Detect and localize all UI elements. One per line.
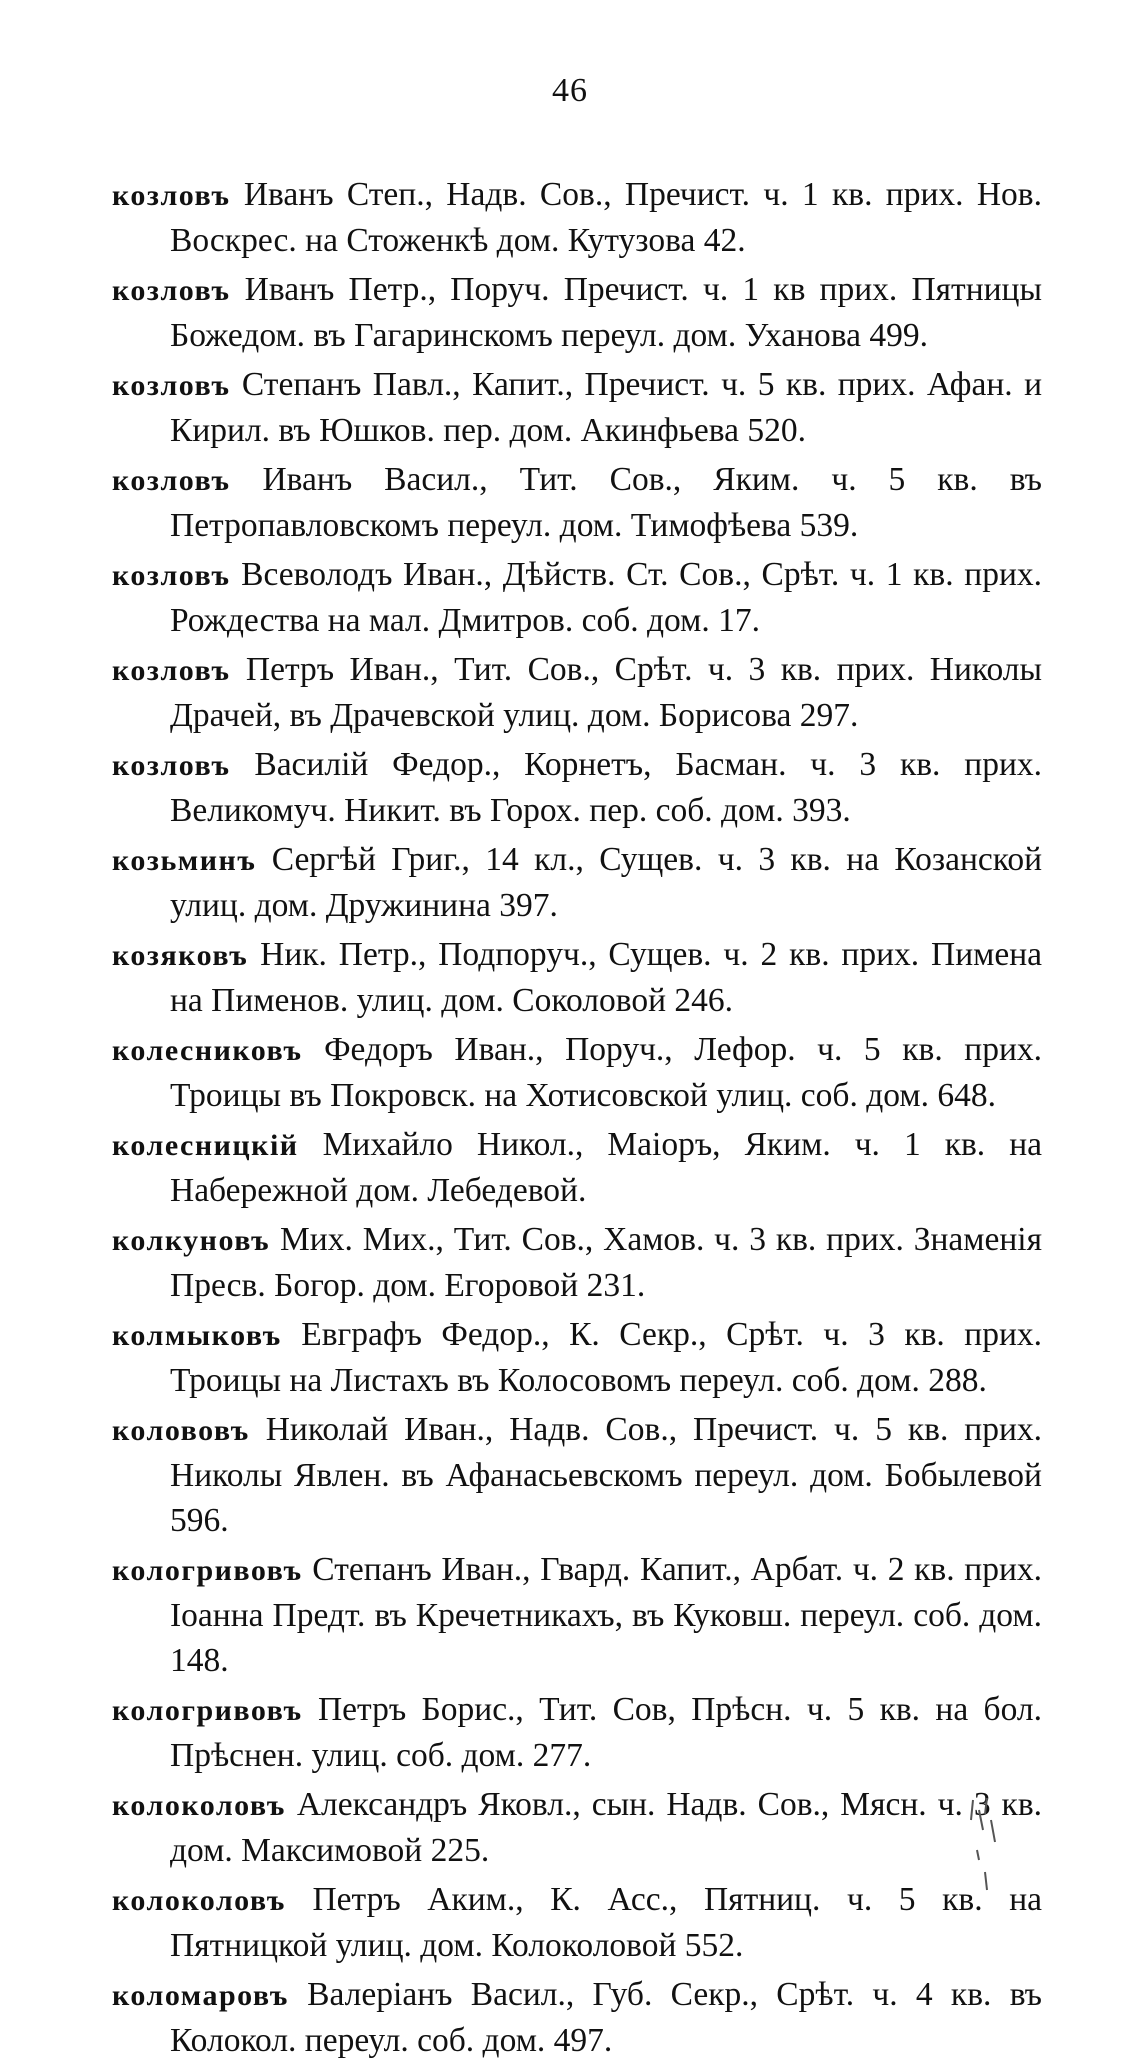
directory-entry <box>112 1547 1042 1683</box>
directory-entry <box>112 932 1042 1023</box>
entry-details: Александръ Яковл., сын. Надв. Сов., Мясн. ч. 3 кв. дом. Максимовой 225. <box>170 1786 1043 1869</box>
entry-details: Ник. Петр., Подпоруч., Сущев. ч. 2 кв. прих. Пимена на Пименов. улиц. дом. Соколовой 246. <box>170 936 1042 1019</box>
directory-entry <box>112 267 1042 358</box>
directory-entry <box>112 837 1042 928</box>
directory-entry <box>112 172 1042 263</box>
directory-entry <box>112 457 1042 548</box>
entry-details: Петръ Иван., Тит. Сов., Срѣт. ч. 3 кв. прих. Николы Драчей, въ Драчевской улиц. дом. Борисова 297. <box>170 651 1042 734</box>
directory-entry <box>112 1312 1042 1403</box>
entry-details: Всеволодъ Иван., Дѣйств. Ст. Сов., Срѣт. ч. 1 кв. прих. Рождества на мал. Дмитров. соб. дом. 17. <box>170 556 1043 639</box>
entry-details: Иванъ Степ., Надв. Сов., Пречист. ч. 1 кв. прих. Нов. Воскрес. на Стоженкѣ дом. Кутузова 42. <box>170 176 1042 259</box>
entry-surname: колмыковъ <box>112 1319 282 1352</box>
directory-entry <box>112 1782 1042 1873</box>
entry-details: Степанъ Иван., Гвард. Капит., Арбат. ч. 2 кв. прих. Іоанна Предт. въ Кречетникахъ, въ Куковш. переул. соб. дом. 148. <box>170 1551 1042 1679</box>
directory-entry <box>112 742 1042 833</box>
entry-details: Иванъ Петр., Поруч. Пречист. ч. 1 кв прих. Пятницы Божедом. въ Гагаринскомъ переул. дом. Уханова 499. <box>170 271 1042 354</box>
entry-surname: козловъ <box>112 749 231 782</box>
entry-details: Степанъ Павл., Капит., Пречист. ч. 5 кв. прих. Афан. и Кирил. въ Юшков. пер. дом. Акинфьева 520. <box>170 366 1043 449</box>
directory-entry <box>112 1407 1042 1543</box>
directory-entry <box>112 552 1042 643</box>
entry-surname: козловъ <box>112 369 231 402</box>
entry-details: Иванъ Васил., Тит. Сов., Яким. ч. 5 кв. въ Петропавловскомъ переул. дом. Тимофѣева 539. <box>170 461 1043 544</box>
entry-surname: колоколовъ <box>112 1884 286 1917</box>
directory-entries <box>112 172 1042 2067</box>
directory-entry <box>112 1122 1042 1213</box>
entry-surname: козловъ <box>112 179 231 212</box>
entry-surname: кологривовъ <box>112 1694 303 1727</box>
entry-details: Федоръ Иван., Поруч., Лефор. ч. 5 кв. прих. Троицы въ Покровск. на Хотисовской улиц. соб. дом. 648. <box>170 1031 1043 1114</box>
entry-details: Петръ Аким., К. Асс., Пятниц. ч. 5 кв. на Пятницкой улиц. дом. Колоколовой 552. <box>170 1881 1043 1964</box>
directory-entry <box>112 1027 1042 1118</box>
directory-entry <box>112 362 1042 453</box>
entry-details: Валеріанъ Васил., Губ. Секр., Срѣт. ч. 4 кв. въ Колокол. переул. соб. дом. 497. <box>170 1976 1042 2059</box>
entry-surname: козловъ <box>112 654 231 687</box>
entry-surname: кологривовъ <box>112 1554 303 1587</box>
entry-details: Василій Федор., Корнетъ, Басман. ч. 3 кв. прих. Великомуч. Никит. въ Горох. пер. соб. дом. 393. <box>170 746 1043 829</box>
directory-entry <box>112 1217 1042 1308</box>
entry-surname: колкуновъ <box>112 1224 271 1257</box>
entry-surname: козьминъ <box>112 844 257 877</box>
ink-marks <box>965 1790 1005 1900</box>
directory-entry <box>112 647 1042 738</box>
entry-surname: колоколовъ <box>112 1789 286 1822</box>
entry-details: Михайло Никол., Маіоръ, Яким. ч. 1 кв. на Набережной дом. Лебедевой. <box>170 1126 1042 1209</box>
directory-entry <box>112 1687 1042 1778</box>
entry-surname: козяковъ <box>112 939 249 972</box>
entry-details: Николай Иван., Надв. Сов., Пречист. ч. 5 кв. прих. Николы Явлен. въ Афанасьевскомъ переул. дом. Бобылевой 596. <box>170 1411 1043 1539</box>
entry-surname: козловъ <box>112 274 231 307</box>
entry-details: Мих. Мих., Тит. Сов., Хамов. ч. 3 кв. прих. Знаменія Пресв. Богор. дом. Егоровой 231. <box>170 1221 1043 1304</box>
entry-surname: козловъ <box>112 464 231 497</box>
directory-entry <box>112 1972 1042 2063</box>
entry-surname: колововъ <box>112 1414 250 1447</box>
entry-surname: колесниковъ <box>112 1034 303 1067</box>
entry-surname: колесницкій <box>112 1129 299 1162</box>
page-number: 46 <box>552 72 588 109</box>
entry-surname: коломаровъ <box>112 1979 289 2012</box>
entry-details: Евграфъ Федор., К. Секр., Срѣт. ч. 3 кв. прих. Троицы на Листахъ въ Колосовомъ переул. соб. дом. 288. <box>170 1316 1042 1399</box>
entry-surname: козловъ <box>112 559 231 592</box>
entry-details: Петръ Борис., Тит. Сов, Прѣсн. ч. 5 кв. на бол. Прѣснен. улиц. соб. дом. 277. <box>170 1691 1042 1774</box>
directory-entry <box>112 1877 1042 1968</box>
entry-details: Сергѣй Григ., 14 кл., Сущев. ч. 3 кв. на Козанской улиц. дом. Дружинина 397. <box>170 841 1043 924</box>
